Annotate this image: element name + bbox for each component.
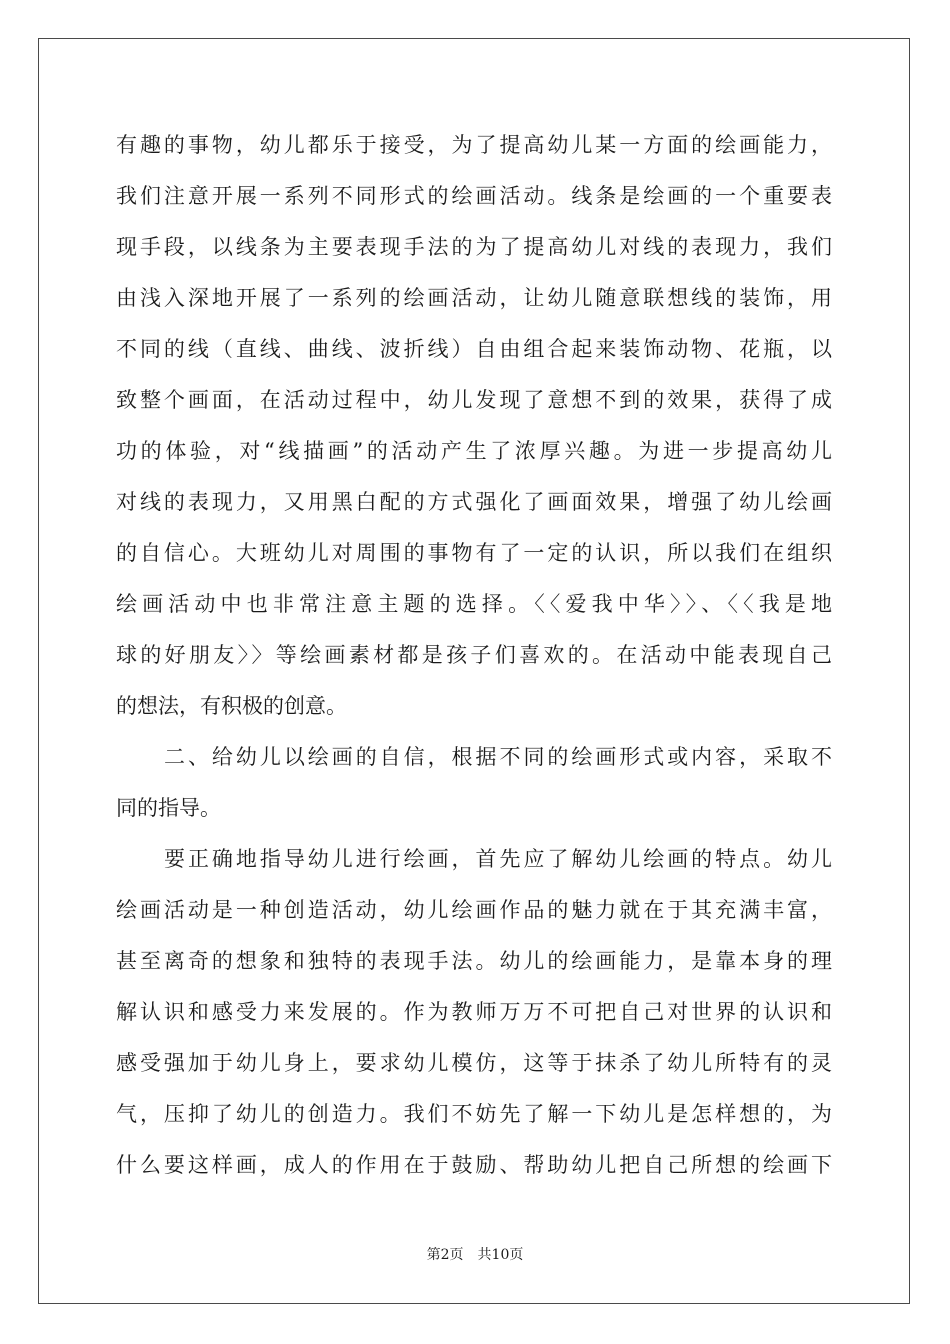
page-number: 第2页 xyxy=(426,1247,464,1263)
text-line: 解认识和感受力来发展的。作为教师万万不可把自己对世界的认识和 xyxy=(116,1000,832,1024)
page-footer xyxy=(0,1244,950,1264)
text-line: 绘画活动中也非常注意主题的选择。〈〈爱我中华〉〉、〈〈我是地 xyxy=(116,592,832,616)
text-line: 有趣的事物，幼儿都乐于接受，为了提高幼儿某一方面的绘画能力， xyxy=(116,133,832,157)
text-line: 我们注意开展一系列不同形式的绘画活动。线条是绘画的一个重要表 xyxy=(116,184,832,208)
text-line: 的想法，有积极的创意。 xyxy=(116,694,347,718)
text-line: 二、给幼儿以绘画的自信，根据不同的绘画形式或内容，采取不 xyxy=(164,745,832,769)
text-line: 同的指导。 xyxy=(116,796,221,820)
text-line: 什么要这样画，成人的作用在于鼓励、帮助幼儿把自己所想的绘画下 xyxy=(116,1153,832,1177)
document-body xyxy=(116,124,832,1195)
paragraph xyxy=(116,838,832,1195)
text-line: 的自信心。大班幼儿对周围的事物有了一定的认识，所以我们在组织 xyxy=(116,541,832,565)
text-line: 气，压抑了幼儿的创造力。我们不妨先了解一下幼儿是怎样想的，为 xyxy=(116,1102,832,1126)
text-line: 对线的表现力，又用黑白配的方式强化了画面效果，增强了幼儿绘画 xyxy=(116,490,832,514)
text-line: 现手段，以线条为主要表现手法的为了提高幼儿对线的表现力，我们 xyxy=(116,235,832,259)
page-total: 共10页 xyxy=(477,1247,524,1263)
text-line: 要正确地指导幼儿进行绘画，首先应了解幼儿绘画的特点。幼儿 xyxy=(164,847,832,871)
text-line: 功的体验，对“线描画”的活动产生了浓厚兴趣。为进一步提高幼儿 xyxy=(116,439,832,463)
text-line: 球的好朋友〉〉等绘画素材都是孩子们喜欢的。在活动中能表现自己 xyxy=(116,643,832,667)
text-line: 致整个画面，在活动过程中，幼儿发现了意想不到的效果，获得了成 xyxy=(116,388,832,412)
paragraph xyxy=(116,124,832,736)
text-line: 不同的线（直线、曲线、波折线）自由组合起来装饰动物、花瓶，以 xyxy=(116,337,832,361)
text-line: 由浅入深地开展了一系列的绘画活动，让幼儿随意联想线的装饰，用 xyxy=(116,286,832,310)
text-line: 感受强加于幼儿身上，要求幼儿模仿，这等于抹杀了幼儿所特有的灵 xyxy=(116,1051,832,1075)
text-line: 绘画活动是一种创造活动，幼儿绘画作品的魅力就在于其充满丰富， xyxy=(116,898,832,922)
paragraph xyxy=(116,736,832,838)
text-line: 甚至离奇的想象和独特的表现手法。幼儿的绘画能力，是靠本身的理 xyxy=(116,949,832,973)
